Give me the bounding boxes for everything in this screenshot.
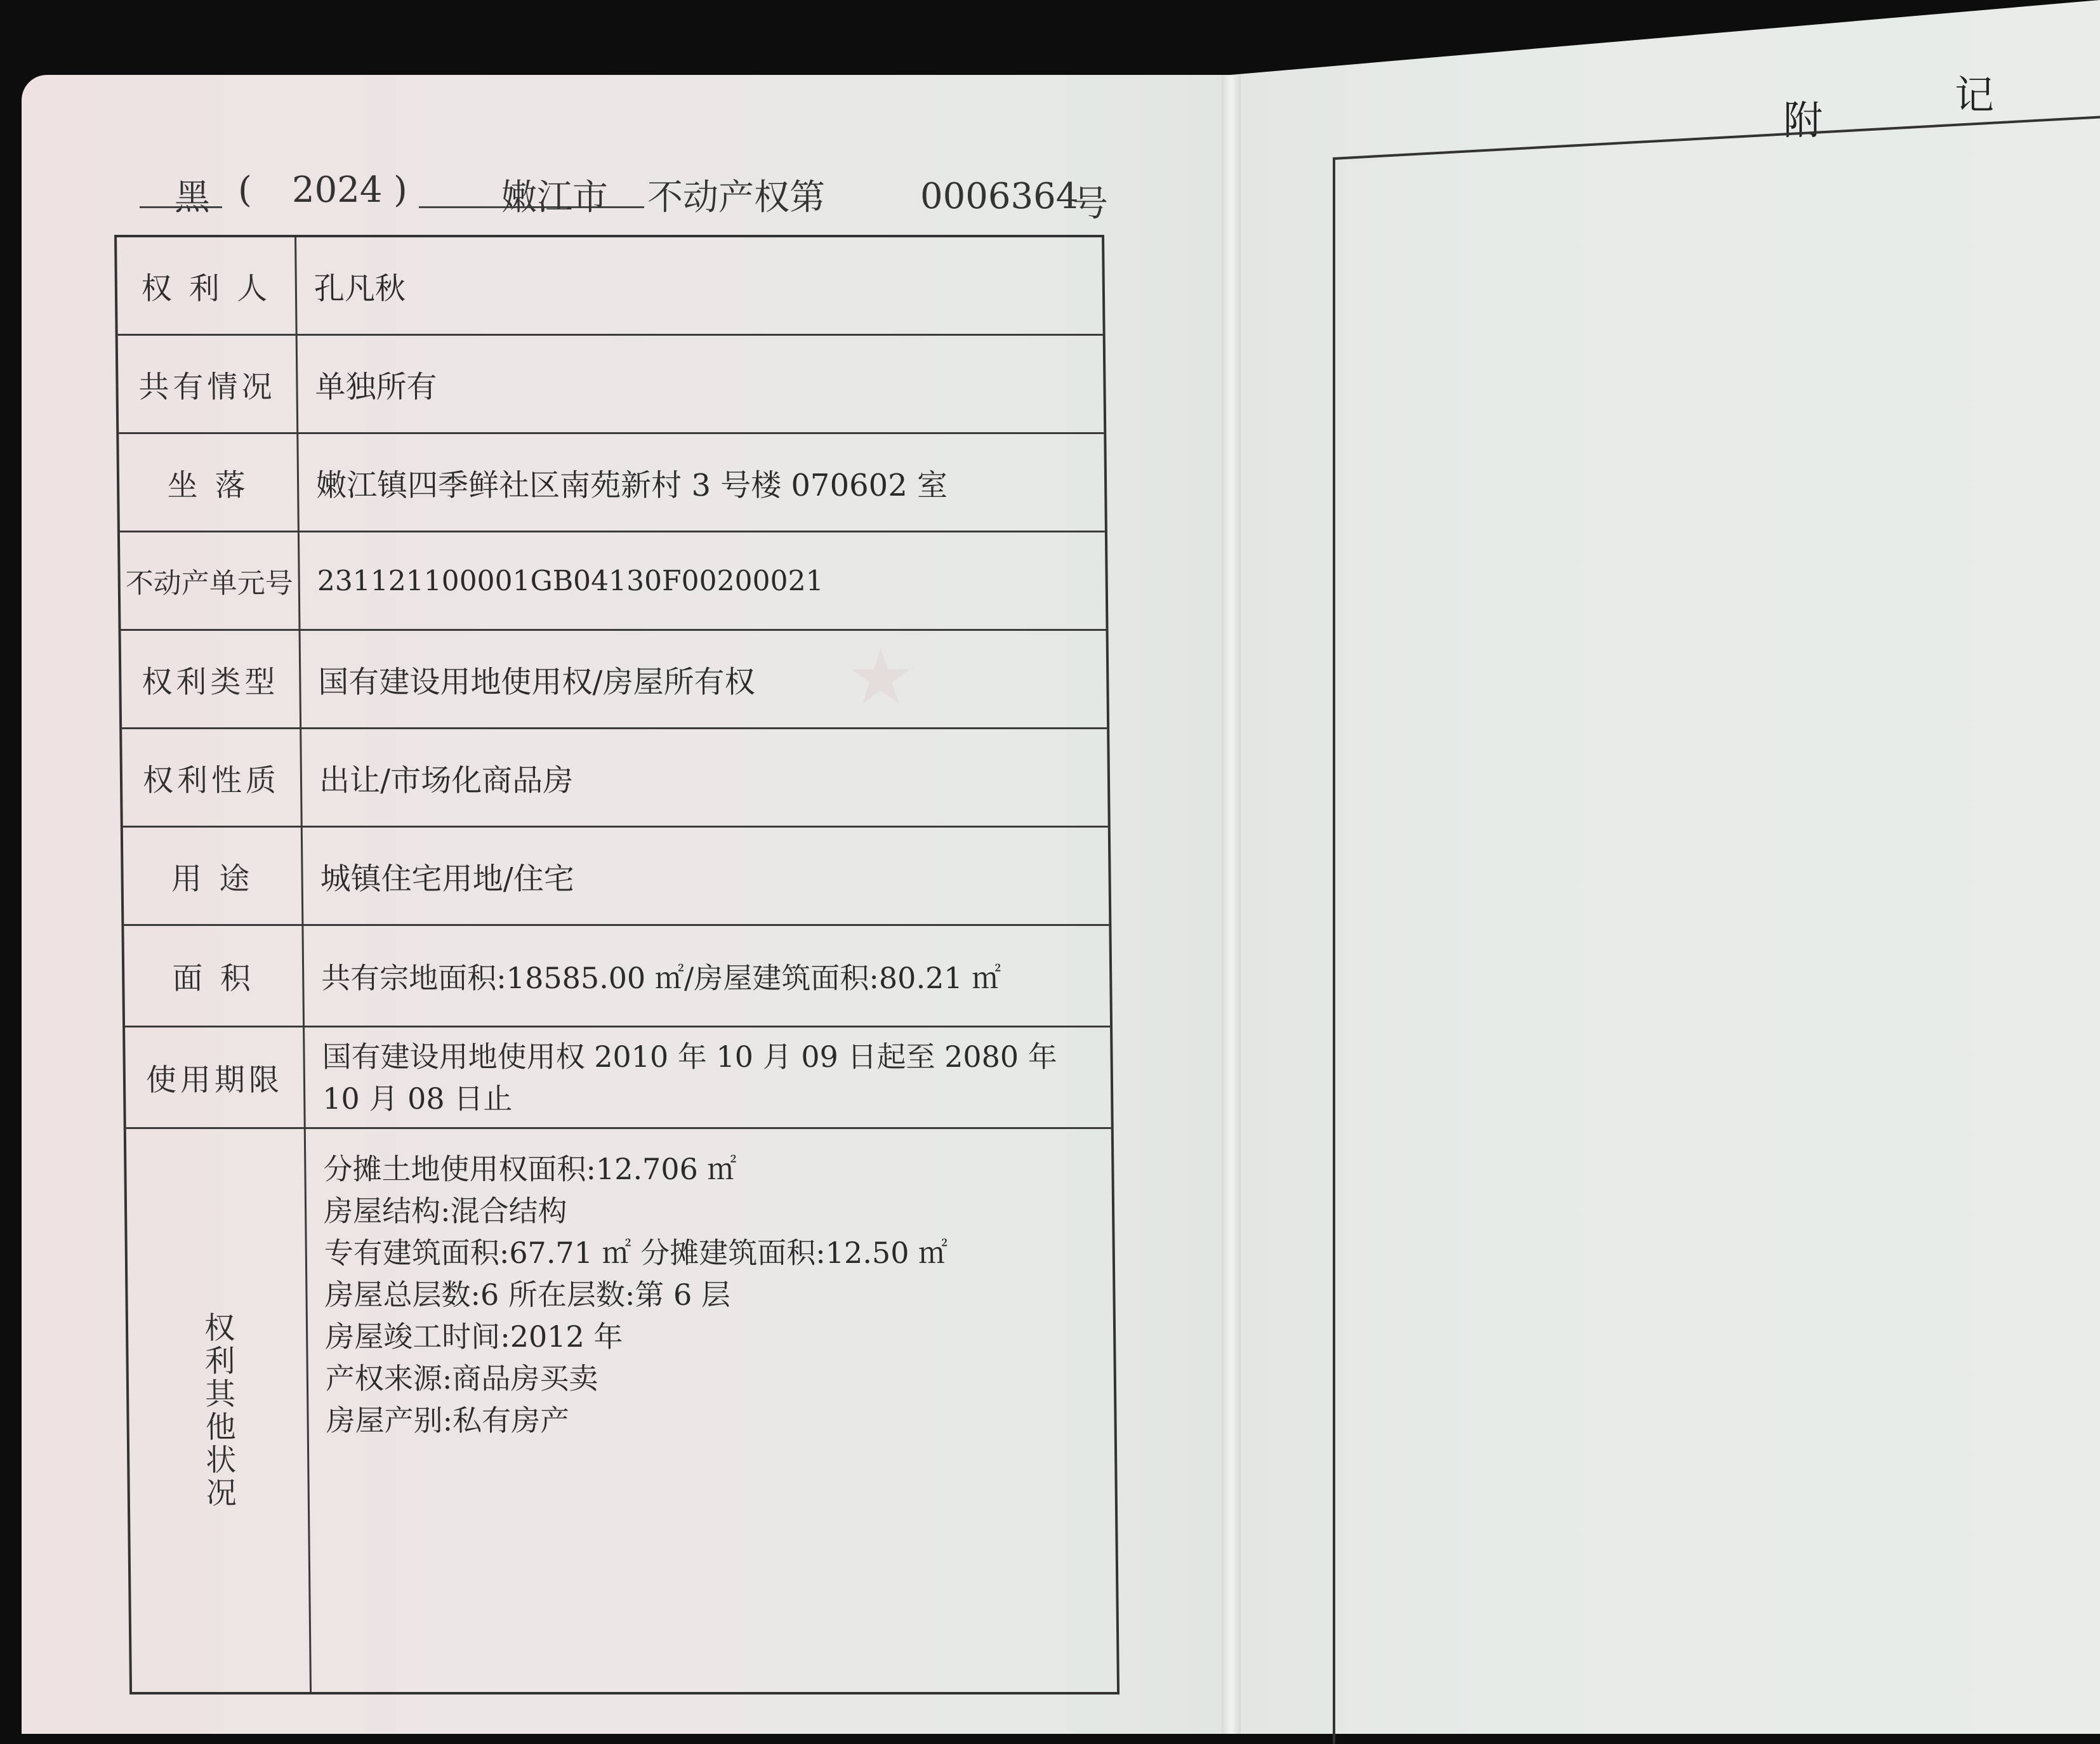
table-row [121,631,1107,729]
table-row [123,828,1109,926]
row-label: 共有情况 [118,336,299,432]
row-value: 国有建设用地使用权 2010 年 10 月 09 日起至 2080 年 10 月 08 日止 [322,1039,1058,1116]
row-value: 国有建设用地使用权/房屋所有权 [318,664,755,700]
other-line: 房屋总层数:6 所在层数:第 6 层 [324,1278,731,1312]
other-label: 权利其他状况 [199,1311,237,1510]
annotation-title-char: 附 [1783,97,1823,143]
other-line: 分摊土地使用权面积:12.706 ㎡ [323,1152,737,1186]
row-value: 单独所有 [315,369,437,405]
certificate-number-line [121,162,1111,225]
paren-close: ) [393,169,407,211]
table-row [118,336,1104,434]
city: 嫩江市 [501,177,608,218]
property-table [114,235,1119,1694]
book-spine [1222,75,1241,1734]
table-row [125,1027,1111,1129]
row-value: 出让/市场化商品房 [319,762,574,798]
other-line: 房屋结构:混合结构 [323,1194,567,1228]
table-row [124,926,1110,1027]
table-row [117,237,1103,336]
table-row [120,532,1106,631]
row-label: 权 利 人 [117,237,298,334]
row-value: 231121100001GB04130F00200021 [317,564,824,597]
row-label: 用 途 [123,828,304,924]
other-line: 专有建筑面积:67.71 ㎡ 分摊建筑面积:12.50 ㎡ [324,1236,948,1270]
row-value: 共有宗地面积:18585.00 ㎡/房屋建筑面积:80.21 ㎡ [320,960,1001,995]
year: 2024 [292,169,383,211]
row-label: 权利性质 [122,729,303,826]
row-label: 权利类型 [121,631,302,727]
watermark: ★ [847,633,928,722]
row-value: 孔凡秋 [314,270,406,307]
other-label-cell [126,1129,312,1692]
province-abbr: 黑 [175,177,210,218]
other-line: 产权来源:商品房买卖 [325,1361,598,1396]
other-line: 房屋竣工时间:2012 年 [324,1319,623,1354]
row-value: 嫩江镇四季鲜社区南苑新村 3 号楼 070602 室 [315,467,948,503]
paren-open: ( [238,169,252,211]
annotation-box [1333,114,2100,1744]
row-label: 坐 落 [119,434,300,531]
row-label: 使用期限 [125,1027,306,1127]
other-line: 房屋产别:私有房产 [326,1403,570,1437]
table-row [119,434,1105,532]
row-label: 不动产单元号 [120,532,301,629]
cert-suffix: 号 [1073,183,1108,225]
table-row-other [126,1129,1117,1692]
cert-number: 0006364 [920,176,1079,217]
table-row [122,729,1108,828]
row-value: 城镇住宅用地/住宅 [320,861,575,897]
annotation-title-char: 记 [1955,72,1995,118]
cert-type: 不动产权第 [647,177,825,218]
other-details [323,1148,1102,1441]
row-label: 面 积 [124,926,305,1026]
